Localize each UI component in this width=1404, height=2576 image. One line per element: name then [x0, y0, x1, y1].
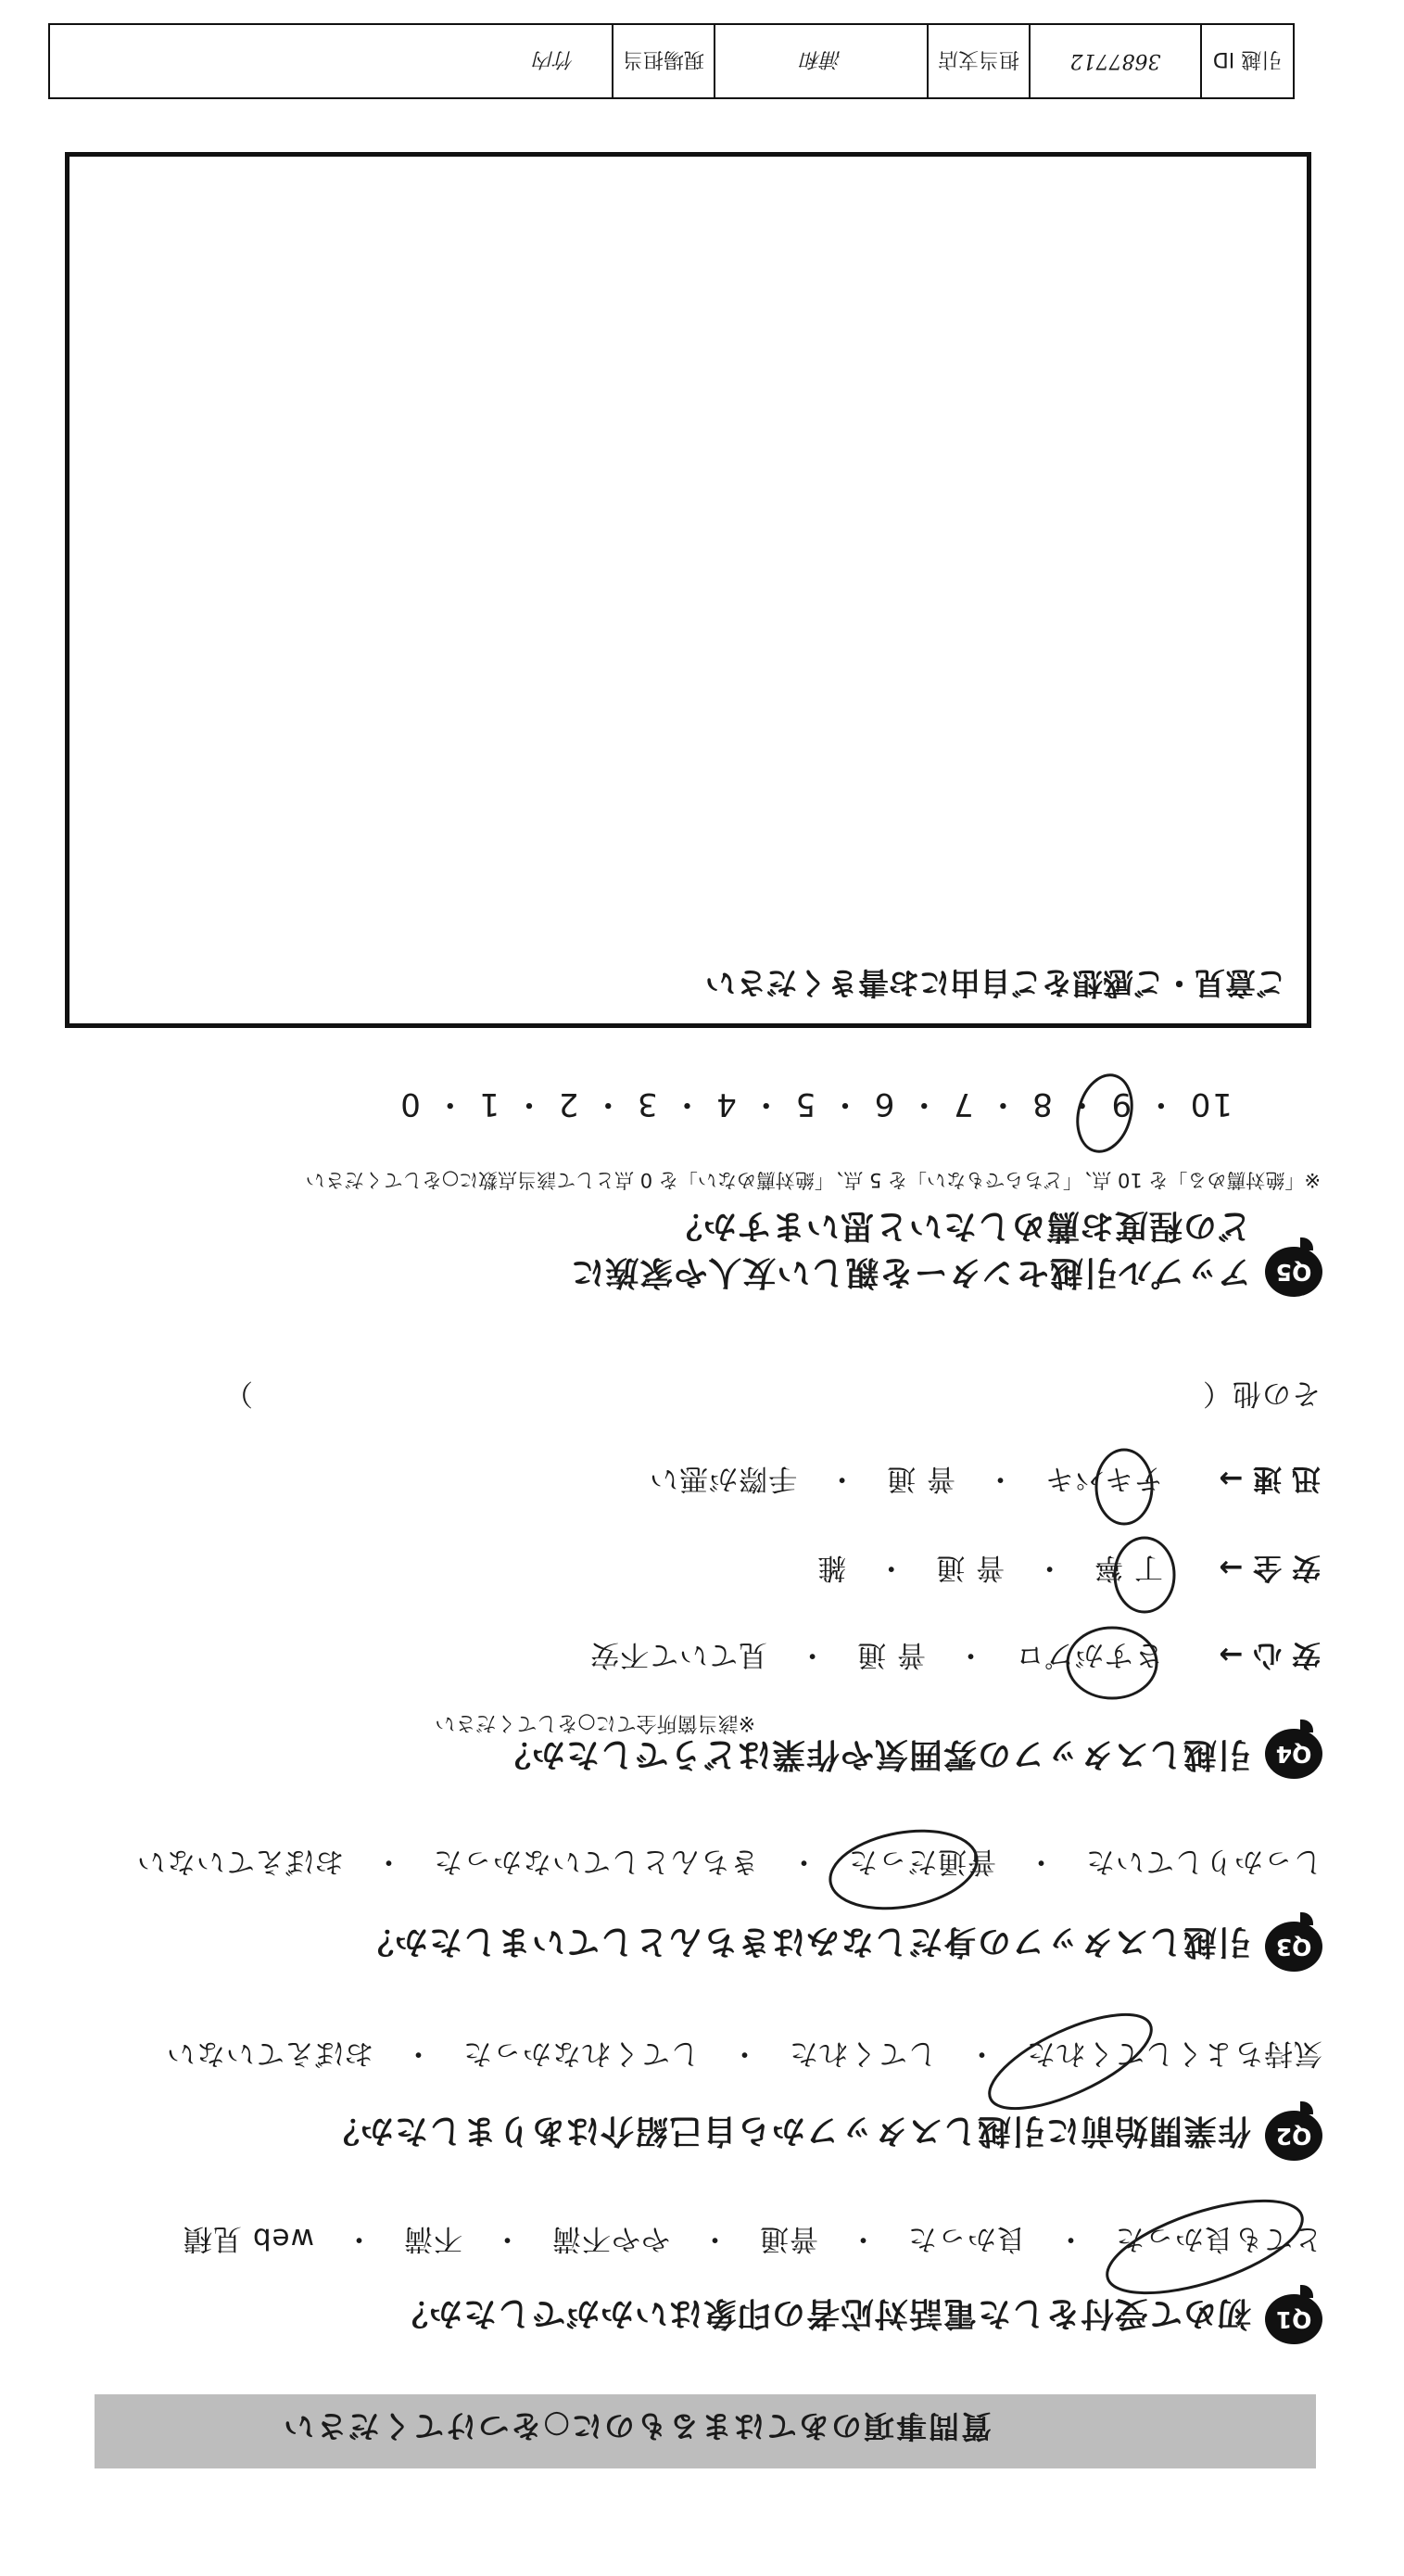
- q4-other-field[interactable]: その他（ ）: [223, 1377, 1321, 1410]
- q5-question-line2: どの程度お薦めしたいと思いますか？: [667, 1207, 1251, 1245]
- instruction-text: 質問事項のあてはまるものに○をつけてください: [282, 2408, 992, 2444]
- id-value[interactable]: 3687712: [1029, 25, 1200, 97]
- q2-badge: Q2: [1265, 2111, 1322, 2161]
- q2-question: 作業開始前に引越しスタッフから自己紹介はありましたか？: [324, 2112, 1251, 2150]
- q5-badge: Q5: [1265, 1247, 1322, 1297]
- comment-box[interactable]: [65, 152, 1311, 1028]
- q4-question: 引越しスタッフの雰囲気や作業はどうでしたか？: [496, 1735, 1251, 1773]
- q1-question: 初めて受付をした電話対応者の印象はいかがでしたか？: [393, 2294, 1251, 2332]
- q4-note: ※該当箇所全てに○をしてください: [435, 1711, 755, 1734]
- q1-options[interactable]: とても良かった ・ 良かった ・ 普通 ・ やや不満 ・ 不満 ・ web 見積: [183, 2222, 1322, 2255]
- q2-options[interactable]: 気持ちよくしてくれた ・ してくれた ・ してくれなかった ・ おぼえていない: [166, 2037, 1322, 2070]
- id-label: 引越 ID: [1200, 25, 1293, 97]
- q4-row-options-anzen[interactable]: 丁 寧 ・ 普 通 ・ 雑: [816, 1551, 1163, 1584]
- leader-label: 現場担当: [612, 25, 714, 97]
- q4-row-label-jinsoku: 迅 速 →: [1219, 1462, 1321, 1495]
- instruction-banner: [95, 2394, 1316, 2468]
- q3-options[interactable]: しっかりしていた ・ 普通だった ・ きちんとしていなかった ・ おぼえていない: [136, 1845, 1322, 1878]
- q5-question-line1: アップル引越センターを親しい友人や家族に: [570, 1253, 1251, 1291]
- q5-score-scale[interactable]: 10 ・ 9 ・ 8 ・ 7 ・ 6 ・ 5 ・ 4 ・ 3 ・ 2 ・ 1 ・ 0: [398, 1085, 1233, 1123]
- leader-value[interactable]: 竹内: [533, 47, 575, 71]
- branch-value[interactable]: 浦和: [714, 25, 927, 97]
- q3-badge: Q3: [1265, 1922, 1322, 1972]
- q4-badge: Q4: [1265, 1729, 1322, 1779]
- q4-row-label-anzen: 安 全 →: [1219, 1551, 1321, 1584]
- q4-row-options-anshin[interactable]: さすがプロ ・ 普 通 ・ 見ていて不安: [589, 1638, 1163, 1671]
- id-table: [48, 23, 1295, 99]
- q4-row-options-jinsoku[interactable]: テキパキ ・ 普 通 ・ 手際が悪い: [649, 1462, 1163, 1495]
- comment-title: ご意見・ご感想をご自由にお書きください: [705, 965, 1286, 1001]
- branch-label: 担当支店: [927, 25, 1029, 97]
- q5-note: ※「絶対薦める」を 10 点、「どちらでもない」を 5 点、「絶対薦めない」を 0 点として該当点数に○をしてください: [305, 1169, 1321, 1191]
- q1-badge: Q1: [1265, 2294, 1322, 2344]
- q4-row-label-anshin: 安 心 →: [1219, 1638, 1321, 1671]
- q3-question: 引越しスタッフの身だしなみはきちんとしていましたか？: [359, 1922, 1251, 1961]
